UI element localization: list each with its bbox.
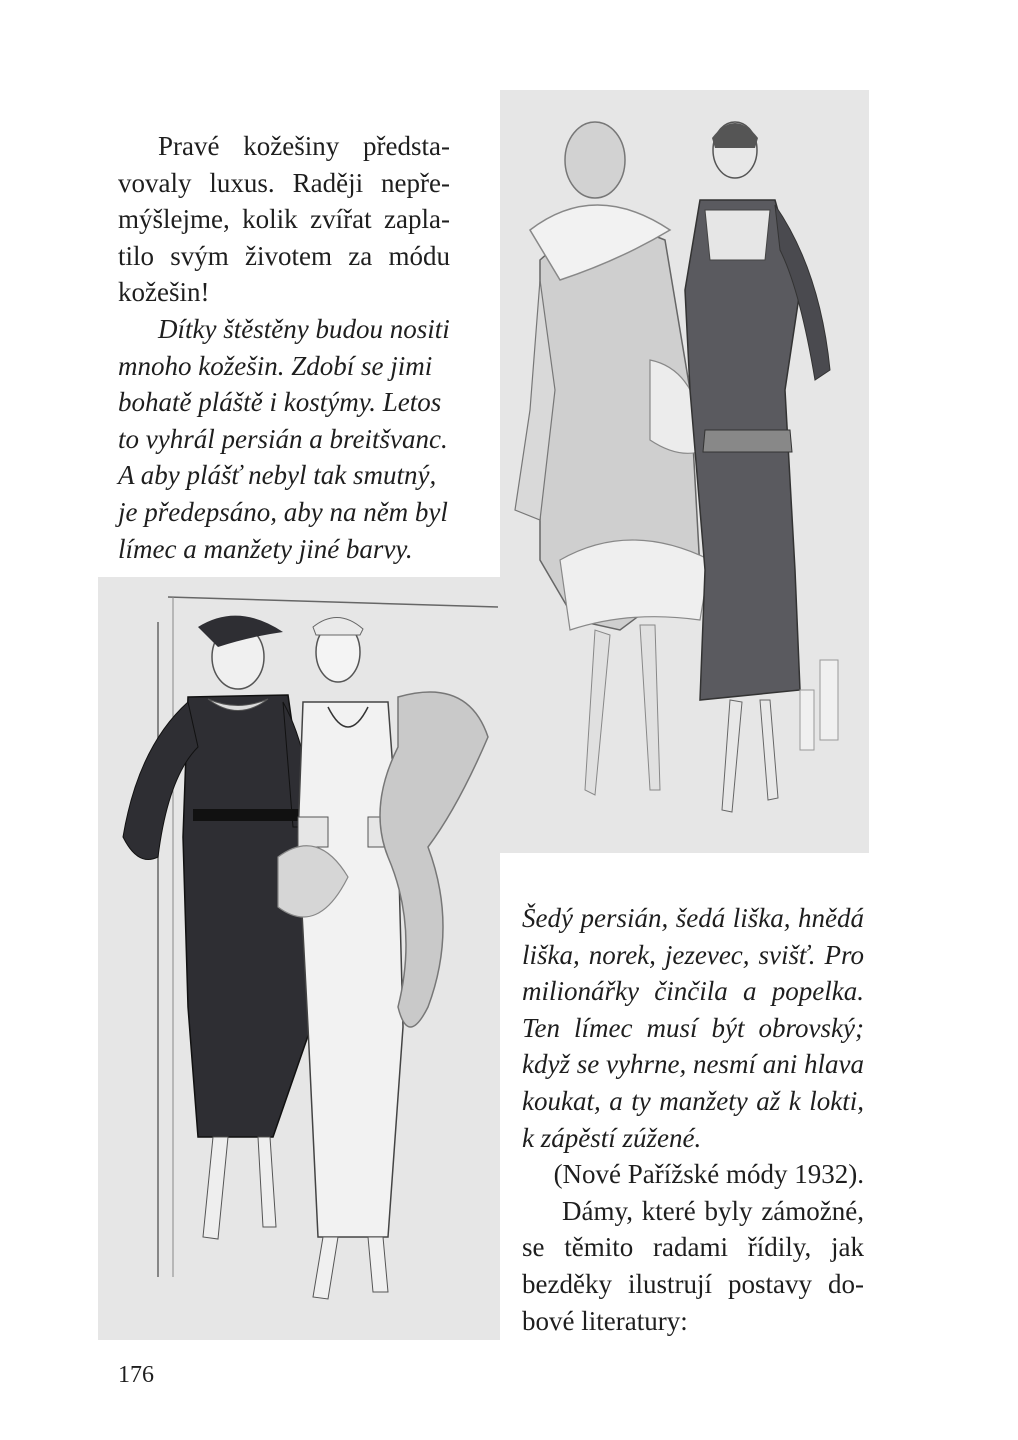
quote-line: koukat, a ty manžety až k lokti,	[522, 1085, 864, 1116]
quote-line: to vyhrál persián a breitšvanc.	[118, 423, 448, 454]
quote-line: když se vyhrne, nesmí ani hlava	[522, 1049, 864, 1080]
quote-line: milionářky činčila a popelka.	[522, 976, 864, 1007]
quote-line: A aby plášť nebyl tak smutný,	[118, 460, 437, 491]
text-block-top	[118, 128, 450, 567]
fashion-sketch-two-women	[98, 577, 500, 1340]
fashion-illustration-1920s	[500, 90, 869, 853]
text-line: se těmito radami řídily, jak	[522, 1232, 864, 1263]
text-line: kožešin!	[118, 277, 210, 308]
quote-line: bohatě pláště i kostýmy. Letos	[118, 387, 442, 418]
text-block-bottom	[522, 900, 864, 1339]
quote-line: límec a manžety jiné barvy.	[118, 533, 413, 564]
text-line: tilo svým životem za módu	[118, 240, 450, 271]
quote-line: mnoho kožešin. Zdobí se jimi	[118, 350, 433, 381]
text-line: vovaly luxus. Raději nepře-	[118, 167, 450, 198]
fashion-illustration-1930s	[98, 577, 500, 1340]
text-line: bezděky ilustrují postavy do-	[522, 1268, 864, 1299]
quote-line: liška, norek, jezevec, svišť. Pro	[522, 939, 864, 970]
fashion-sketch-coat-and-dress	[500, 90, 869, 853]
quote-line: Šedý persián, šedá liška, hnědá	[522, 903, 864, 933]
quote-line: Dítky štěstěny budou nositi	[158, 313, 450, 344]
text-line: Dámy, které byly zámožné,	[562, 1195, 864, 1226]
text-line: bové literatury:	[522, 1305, 688, 1336]
text-line: Pravé kožešiny předsta-	[158, 131, 450, 161]
quote-source: (Nové Pařížské módy 1932).	[553, 1159, 864, 1190]
quote-line: je předepsáno, aby na něm byl	[118, 496, 448, 527]
quote-line: k zápěstí zúžené.	[522, 1122, 702, 1153]
text-line: mýšlejme, kolik zvířat zapla-	[118, 204, 450, 235]
page-number: 176	[118, 1362, 154, 1388]
quote-line: Ten límec musí být obrovský;	[522, 1012, 864, 1043]
